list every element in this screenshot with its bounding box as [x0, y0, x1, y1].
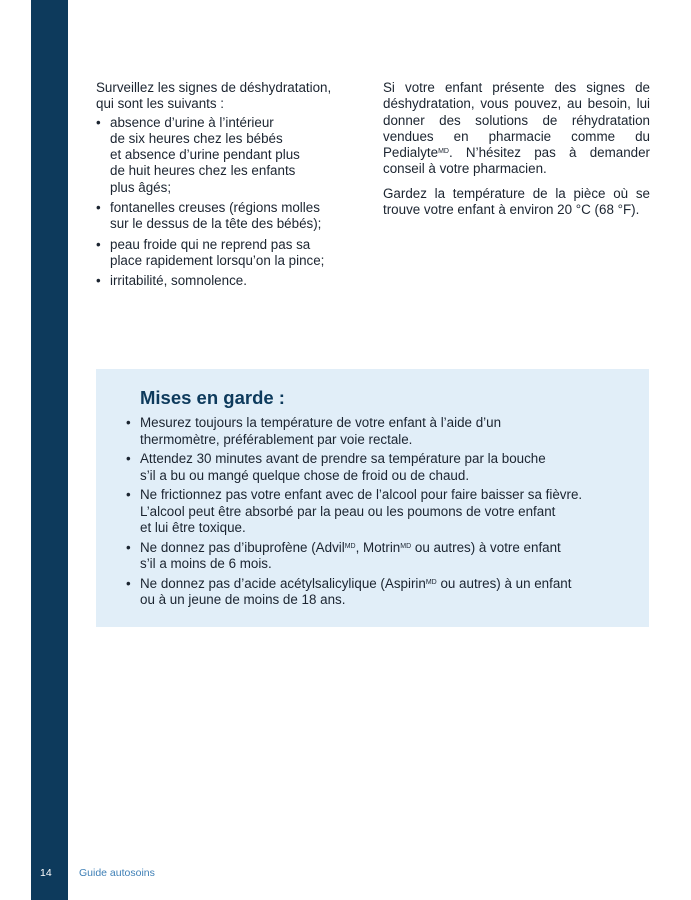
- warnings-box: [96, 369, 649, 627]
- list-item: • irritabilité, somnolence.: [96, 273, 358, 289]
- rehydration-paragraph: Si votre enfant présente des signes de déshydratation, vous pouvez, au besoin, lui donner des solutions de réhydratation vendues en pharmacie comme du Pedialyte$^{MD}$. N’hésitez pas à demander conseil à votre pharmacien.: [383, 80, 650, 177]
- side-bar: [31, 0, 68, 900]
- footer-label: Guide autosoins: [79, 867, 155, 879]
- warnings-list: [126, 415, 629, 609]
- list-item: • Attendez 30 minutes avant de prendre sa température par la bouche s’il a bu ou mangé quelque chose de froid ou de chaud.: [126, 451, 629, 484]
- intro-text: Surveillez les signes de déshydratation, qui sont les suivants :: [96, 80, 332, 112]
- room-temperature-paragraph: Gardez la température de la pièce où se trouve votre enfant à environ 20 °C (68 °F).: [383, 185, 650, 218]
- list-item: • absence d’urine à l’intérieur de six heures chez les bébés et absence d’urine pendant plus de huit heures chez les enfants plus âgés;: [96, 115, 358, 196]
- list-item: • Ne donnez pas d’ibuprofène (Advil$^{MD}$, Motrin$^{MD}$ ou autres) à votre enfant s’il a moins de 6 mois.: [126, 540, 629, 573]
- warnings-title: Mises en garde :: [140, 387, 285, 408]
- left-column: [96, 80, 358, 294]
- list-item: • Mesurez toujours la température de votre enfant à l’aide d’un thermomètre, préférablement par voie rectale.: [126, 415, 629, 448]
- list-item: • fontanelles creuses (régions molles sur le dessus de la tête des bébés);: [96, 200, 358, 233]
- list-item: • Ne donnez pas d’acide acétylsalicylique (Aspirin$^{MD}$ ou autres) à un enfant ou à un jeune de moins de 18 ans.: [126, 576, 629, 609]
- symptom-list: [96, 115, 358, 290]
- page-number: 14: [40, 867, 52, 879]
- right-column: [383, 80, 650, 226]
- list-item: • peau froide qui ne reprend pas sa place rapidement lorsqu’on la pince;: [96, 237, 358, 270]
- list-item: • Ne frictionnez pas votre enfant avec de l’alcool pour faire baisser sa fièvre. L’alcool peut être absorbé par la peau ou les poumons de votre enfant et lui être toxique.: [126, 487, 629, 537]
